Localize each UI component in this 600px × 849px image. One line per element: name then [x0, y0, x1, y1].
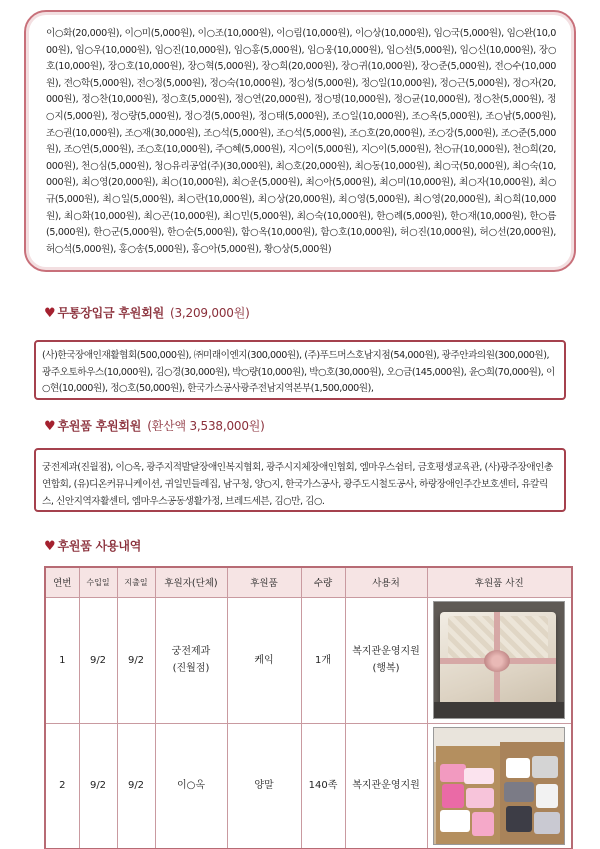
header-place: 사용처: [345, 567, 427, 597]
goods-section-title: 후원품 후원회원: [57, 419, 142, 433]
header-item: 후원품: [227, 567, 301, 597]
header-no: 연번: [45, 567, 79, 597]
header-in-date: 수입일: [79, 567, 117, 597]
cell-in-date: 9/2: [79, 597, 117, 723]
place-name: 복지관운영지원: [352, 780, 420, 792]
cell-no: 1: [45, 597, 79, 723]
cell-no: 2: [45, 723, 79, 849]
donor-name: 궁전제과 (진월점): [171, 646, 211, 674]
cell-photo: [427, 597, 572, 723]
cell-place: [345, 597, 427, 723]
table-header-row: [45, 567, 572, 597]
cell-item: 양말: [227, 723, 301, 849]
usage-section-title: 후원품 사용내역: [57, 539, 142, 553]
goods-donor-text: 궁전제과(진월점), 이○옥, 광주지적발달장애인복지협회, 광주시지체장애인협회, 엠마우스쉼터, 금호평생교육관, (사)광주장애인총연합회, (유)디온커뮤니케이션, 귀일민들레집, 남구청, 양○지, 한국가스공사, 광주도시철도공사, 하랑장애인주간보호센터, 유칼릭스, 신안지역자활센터, 엠마우스공동생활가정, 브레드세븐, 김○만, 김○.: [42, 462, 553, 507]
goods-section-amount: (환산액 3,538,000원): [147, 419, 265, 433]
cell-in-date: 9/2: [79, 723, 117, 849]
header-qty: 수량: [301, 567, 345, 597]
cash-section-heading: [44, 304, 250, 321]
cell-out-date: 9/2: [117, 597, 155, 723]
table-row: [45, 723, 572, 849]
cash-donor-text: (사)한국장애인재활협회(500,000원), ㈜미래이엔지(300,000원), (주)푸드머스호남지점(54,000원), 광주안과의원(300,000원), 광주오토하우스(10,000원), 김○경(30,000원), 박○량(10,000원), 박○호(30,000원), 오○금(145,000원), 윤○희(70,000원), 이○현(10,000원), 정○호(50,000원), 한국가스공사광주전남지역본부(1,500,000원),: [42, 350, 555, 394]
cell-donor: [155, 723, 227, 849]
usage-table: [44, 566, 573, 849]
header-out-date: 지출일: [117, 567, 155, 597]
cash-section-amount: (3,209,000원): [169, 306, 250, 320]
donor-list-text: 이○화(20,000원), 이○미(5,000원), 이○조(10,000원), 이○림(10,000원), 이○상(10,000원), 임○국(5,000원), 임○완(10,000원), 임○우(10,000원), 임○진(10,000원), 임○홍(5,000원), 임○웅(10,000원), 임○선(5,000원), 임○신(10,000원), 장○호(10,000원), 장○호(10,000원), 장○혁(5,000원), 장○희(20,000원), 장○귀(10,000원), 장○준(5,000원), 전○수(10,000원), 전○학(5,000원), 전○정(5,000원), 정○숙(10,000원), 정○성(5,000원), 정○일(10,000원), 정○근(5,000원), 정○자(20,000원), 정○찬(10,000원), 정○호(5,000원), 정○연(20,000원), 정○명(10,000원), 정○균(10,000원), 정○찬(5,000원), 정○지(5,000원), 정○량(5,000원), 정○경(5,000원), 정○태(5,000원), 조○일(10,000원), 조○옥(5,000원), 조○남(5,000원), 조○권(10,000원), 조○재(30,000원), 조○석(5,000원), 조○석(5,000원), 조○호(20,000원), 조○강(5,000원), 조○준(5,000원), 조○연(5,000원), 조○호(10,000원), 주○혜(5,000원), 지○이(5,000원), 지○이(5,000원), 천○규(10,000원), 천○희(20,000원), 천○심(5,000원), 청○유리공업(주)(30,000원), 최○호(20,000원), 최○동(10,000원), 최○국(50,000원), 최○숙(10,000원), 최○영(20,000원), 최○(10,000원), 최○운(5,000원), 최○아(5,000원), 최○미(10,000원), 최○자(10,000원), 최○규(5,000원), 최○일(5,000원), 최○란(10,000원), 최○상(20,000원), 최○영(5,000원), 최○영(20,000원), 최○희(10,000원), 최○화(10,000원), 최○곤(10,000원), 최○민(5,000원), 최○숙(10,000원), 한○례(5,000원), 한○재(10,000원), 한○름(5,000원), 한○군(5,000원), 한○순(5,000원), 함○옥(10,000원), 함○호(10,000원), 허○진(10,000원), 허○선(20,000원), 허○석(5,000원), 홍○송(5,000원), 홍○아(5,000원), 황○상(5,000원): [46, 28, 556, 255]
cake-box-photo: [433, 601, 565, 719]
socks-boxes-photo: [433, 727, 565, 845]
heart-icon: ♥: [44, 539, 56, 554]
cell-place: [345, 723, 427, 849]
donor-list-box: [24, 10, 576, 272]
cell-qty: 1개: [301, 597, 345, 723]
usage-section-heading: [44, 537, 141, 554]
cell-photo: [427, 723, 572, 849]
cell-out-date: 9/2: [117, 723, 155, 849]
header-donor: 후원자(단체): [155, 567, 227, 597]
heart-icon: ♥: [44, 306, 56, 321]
goods-donor-box: [34, 448, 566, 512]
goods-section-heading: [44, 417, 265, 434]
cash-donor-box: [34, 340, 566, 400]
cell-item: 케익: [227, 597, 301, 723]
cash-section-title: 무통장입금 후원회원: [57, 306, 164, 320]
cell-qty: 140족: [301, 723, 345, 849]
place-name: 복지관운영지원 (행복): [352, 646, 420, 674]
heart-icon: ♥: [44, 419, 56, 434]
donor-name: 이○옥: [176, 780, 206, 792]
table-row: [45, 597, 572, 723]
cell-donor: [155, 597, 227, 723]
header-photo: 후원품 사진: [427, 567, 572, 597]
